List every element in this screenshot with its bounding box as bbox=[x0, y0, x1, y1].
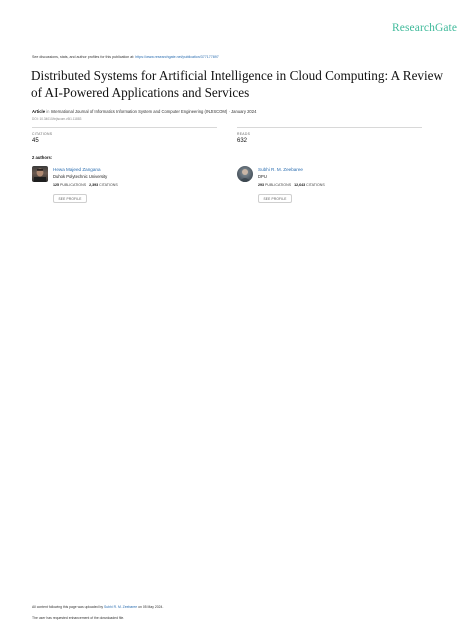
researchgate-logo[interactable]: ResearchGate bbox=[392, 22, 458, 34]
in-label: in bbox=[46, 109, 50, 114]
upload-suffix: on 05 May 2024. bbox=[137, 605, 164, 609]
author-stats bbox=[258, 183, 325, 187]
author-publications-count: 293 bbox=[258, 183, 264, 187]
upload-notice bbox=[32, 605, 163, 609]
author-institution: DPU bbox=[258, 174, 267, 179]
publication-doi: DOI: 10.34010/injiscom.v5i1.11883 bbox=[32, 117, 82, 121]
reads-value: 632 bbox=[237, 138, 248, 144]
author-citations-count: 2,393 bbox=[89, 183, 99, 187]
discussion-notice bbox=[32, 55, 219, 59]
citations-value: 45 bbox=[32, 138, 39, 144]
see-profile-button[interactable]: SEE PROFILE bbox=[53, 194, 87, 203]
publication-title: Distributed Systems for Artificial Intelligence in Cloud Computing: A Review of AI-Powered Applications and Services bbox=[31, 68, 444, 100]
author-publications-count: 125 bbox=[53, 183, 59, 187]
uploader-link[interactable]: Subhi R. M. Zeebaree bbox=[104, 605, 138, 609]
person-icon bbox=[237, 166, 253, 182]
author-avatar[interactable] bbox=[32, 166, 48, 182]
author-citations-count: 12,643 bbox=[294, 183, 306, 187]
author-institution: Duhok Polytechnic University bbox=[53, 174, 108, 179]
author-publications-label: PUBLICATIONS bbox=[265, 183, 292, 187]
author-name[interactable]: Subhi R. M. Zeebaree bbox=[258, 167, 303, 172]
publication-link[interactable]: https://www.researchgate.net/publication/377177897 bbox=[135, 55, 219, 59]
citations-label: CITATIONS bbox=[32, 132, 53, 136]
author-name[interactable]: Hewa Majeed Zangana bbox=[53, 167, 101, 172]
author-avatar[interactable] bbox=[237, 166, 253, 182]
upload-prefix: All content following this page was uploaded by bbox=[32, 605, 105, 609]
divider-reads bbox=[237, 127, 422, 128]
author-citations-label: CITATIONS bbox=[99, 183, 118, 187]
reads-label: READS bbox=[237, 132, 251, 136]
author-citations-label: CITATIONS bbox=[306, 183, 325, 187]
publication-type: Article bbox=[32, 109, 46, 114]
person-icon bbox=[32, 166, 48, 182]
enhancement-note: The user has requested enhancement of the downloaded file. bbox=[32, 616, 125, 620]
authors-heading: 2 authors: bbox=[32, 155, 53, 160]
publication-meta bbox=[32, 109, 256, 114]
discussion-prefix: See discussions, stats, and author profiles for this publication at: bbox=[32, 55, 136, 59]
divider-citations bbox=[32, 127, 217, 128]
author-publications-label: PUBLICATIONS bbox=[60, 183, 87, 187]
publication-venue[interactable]: International Journal of Informatics Information System and Computer Engineering (INJISCOM) · January 2024 bbox=[50, 109, 257, 114]
author-stats bbox=[53, 183, 118, 187]
see-profile-button[interactable]: SEE PROFILE bbox=[258, 194, 292, 203]
